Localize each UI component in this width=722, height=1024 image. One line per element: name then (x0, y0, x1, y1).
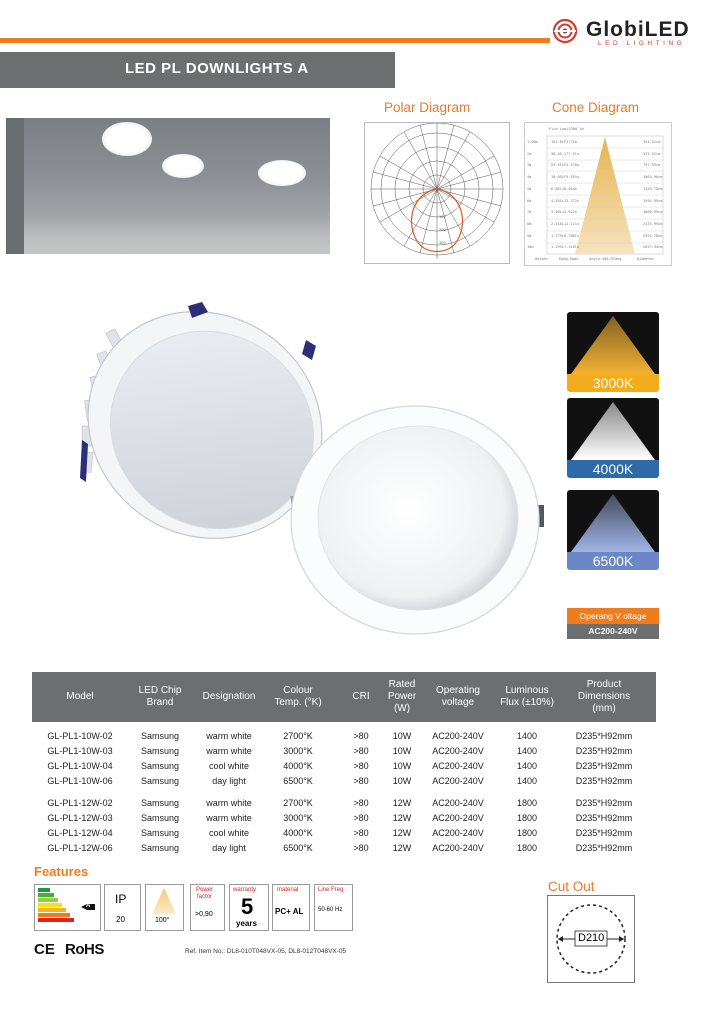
table-cell: 12W (392, 843, 412, 853)
cone-row-right: 1329.78cm (643, 186, 663, 191)
table-cell: Samsung (140, 761, 180, 771)
table-cell: D235*H92mm (575, 843, 633, 853)
brand-name: GlobiLED (586, 18, 690, 41)
table-cell: Samsung (140, 828, 180, 838)
table-cell: GL-PL1-12W-03 (47, 813, 113, 823)
cone-row-right: 1063.90cm (643, 175, 663, 180)
cut-out-title: Cut Out (548, 879, 595, 894)
cone-row-right: 531.92cm (643, 151, 661, 156)
table-cell: 4000°K (283, 828, 313, 838)
table-header-cell (265, 685, 331, 709)
table-cell: AC200-240V (432, 828, 484, 838)
table-header-line: Product (586, 679, 622, 690)
table-header-line: Designation (202, 691, 256, 702)
table-header-line: Power (387, 691, 417, 702)
table-cell: GL-PL1-10W-04 (47, 761, 113, 771)
table-cell: warm white (206, 731, 252, 741)
table-cell: 12W (392, 798, 412, 808)
cone-row-left: 3m (527, 163, 532, 168)
cone-row-mid: 2.316L12.121x (551, 221, 580, 226)
svg-text:100: 100 (439, 215, 446, 219)
table-cell: Samsung (140, 843, 180, 853)
table-header-cell (125, 685, 195, 709)
cone-row-right: 354.92cm (643, 140, 661, 144)
table-header-cell (555, 679, 653, 715)
table-cell: AC200-240V (432, 761, 484, 771)
table-cell: 12W (392, 813, 412, 823)
table-cell: >80 (353, 813, 369, 823)
table-cell: GL-PL1-10W-03 (47, 746, 113, 756)
table-cell: 2700°K (283, 798, 313, 808)
svg-text:200: 200 (439, 228, 446, 232)
table-row (32, 731, 656, 746)
table-cell: >80 (353, 761, 369, 771)
table-cell: warm white (206, 813, 252, 823)
material-label: material (277, 887, 299, 893)
table-cell: 10W (392, 746, 412, 756)
table-cell: cool white (208, 761, 250, 771)
table-cell: 12W (392, 828, 412, 838)
spec-table-header (32, 672, 656, 722)
table-header-line: (W) (393, 703, 411, 714)
cone-row-left: 10m (527, 245, 534, 250)
table-cell: GL-PL1-12W-02 (47, 798, 113, 808)
cct-label: 3000K (567, 374, 659, 392)
table-cell: Samsung (140, 746, 180, 756)
cone-diagram (524, 122, 672, 266)
cct-label: 4000K (567, 460, 659, 478)
table-header-line: Rated (388, 679, 416, 690)
cone-footer-ewdg: Ewdg.Emax (559, 257, 579, 261)
table-cell: >80 (353, 776, 369, 786)
table-cell: AC200-240V (432, 731, 484, 741)
table-row (32, 746, 656, 761)
cone-row-right: 797.93cm (643, 163, 661, 168)
cone-row-left: 5m (527, 186, 532, 191)
table-cell: D235*H92mm (575, 776, 633, 786)
table-header-line: Dimensions (577, 691, 631, 702)
features-title: Features (34, 864, 89, 879)
cone-row-left: 9m (527, 233, 532, 238)
globiled-logo-icon (552, 18, 584, 44)
cone-row-mid: 4.201L13.772x (551, 198, 580, 203)
table-header-cell (188, 691, 270, 703)
table-cell: D235*H92mm (575, 731, 633, 741)
table-cell: >80 (353, 843, 369, 853)
table-cell: >80 (353, 828, 369, 838)
operating-voltage-label: Operang V oltage (567, 608, 659, 624)
table-row (32, 798, 656, 813)
downlight-product-image (70, 290, 570, 650)
ref-item-numbers: Ref. Item No.: DL8-010T048VX-05, DL8-012T048VX-05 (185, 948, 347, 955)
table-cell: 6500°K (283, 776, 313, 786)
table-cell: Samsung (140, 813, 180, 823)
cct-swatch-4000k (567, 398, 659, 478)
table-cell: GL-PL1-12W-06 (47, 843, 113, 853)
table-cell: D235*H92mm (575, 761, 633, 771)
energy-label-badge (34, 884, 101, 931)
table-cell: D235*H92mm (575, 746, 633, 756)
cone-row-mid: 10.05LF9.655x (551, 175, 580, 180)
table-cell: 4000°K (283, 761, 313, 771)
table-cell: warm white (206, 798, 252, 808)
table-cell: D235*H92mm (575, 813, 633, 823)
table-cell: >80 (353, 731, 369, 741)
beam-angle-badge (145, 884, 184, 931)
ip-rating-badge (104, 884, 141, 931)
ceiling-installation-photo (6, 118, 330, 254)
cone-row-left: 2m (527, 151, 532, 156)
cone-row-right: 2657.94cm (643, 245, 663, 250)
line-frequency-badge (314, 884, 353, 931)
svg-text:300: 300 (439, 241, 446, 245)
table-cell: D235*H92mm (575, 798, 633, 808)
table-cell: AC200-240V (432, 746, 484, 756)
table-cell: >80 (353, 798, 369, 808)
table-cell: D235*H92mm (575, 828, 633, 838)
cone-row-right: 2125.99cm (643, 221, 663, 226)
cct-swatch-6500k (567, 490, 659, 570)
cone-row-left: 1.00m (527, 140, 538, 144)
ip-label: IP (115, 892, 127, 906)
table-cell: GL-PL1-12W-04 (47, 828, 113, 838)
cone-footer-height: Height (535, 257, 548, 261)
table-cell: 1400 (516, 731, 538, 741)
table-header-line: Temp. (°K) (274, 697, 322, 708)
table-header-line: Luminous (505, 685, 549, 696)
line-frequency-value: 50-60 Hz (318, 907, 343, 913)
table-cell: Samsung (140, 798, 180, 808)
table-header-cell (382, 679, 422, 715)
table-cell: 1400 (516, 746, 538, 756)
table-cell: 3000°K (283, 746, 313, 756)
rohs-mark: RoHS (65, 941, 104, 958)
polar-diagram (364, 122, 510, 264)
warranty-label: warranty (233, 887, 257, 893)
table-cell: AC200-240V (432, 776, 484, 786)
cct-label: 6500K (567, 552, 659, 570)
cut-out-dimension: D210 (578, 932, 605, 944)
cone-row-left: 6m (527, 198, 532, 203)
table-cell: 6500°K (283, 843, 313, 853)
table-cell: cool white (208, 828, 250, 838)
table-row (32, 761, 656, 776)
table-header-line: Colour (283, 685, 313, 696)
warranty-years-value: 5 (241, 894, 254, 919)
table-cell: 10W (392, 761, 412, 771)
table-cell: 1400 (516, 761, 538, 771)
cone-row-mid: 6.06L10.464x (551, 186, 577, 191)
brand-tagline: LED LIGHTING (598, 40, 686, 47)
cone-row-right: 1594.99cm (643, 198, 663, 203)
table-cell: 1400 (516, 776, 538, 786)
cct-swatch-3000k (567, 312, 659, 392)
table-header-line: (mm) (592, 703, 616, 714)
table-cell: 10W (392, 776, 412, 786)
cone-row-mid: 3.08L14.922x (551, 210, 577, 215)
table-cell: 10W (392, 731, 412, 741)
table-cell: 3000°K (283, 813, 313, 823)
cone-diagram-title: Cone Diagram (552, 100, 640, 115)
table-cell: 2700°K (283, 731, 313, 741)
cone-row-right: 1860.99cm (643, 210, 663, 215)
table-header-line: LED Chip (138, 685, 182, 696)
cone-row-left: 4m (527, 175, 532, 180)
beam-angle-icon (146, 885, 183, 915)
cone-row-left: 8m (527, 221, 532, 226)
page-title: LED PL DOWNLIGHTS A (125, 60, 309, 77)
power-factor-value: >0,90 (195, 911, 213, 918)
power-factor-badge (190, 884, 225, 931)
cone-footer-angle: Angle:100.97deg (589, 257, 622, 261)
table-header-line: voltage (441, 697, 475, 708)
table-header-cell (492, 685, 562, 709)
line-frequency-label: Line Freq (318, 887, 344, 893)
table-cell: Samsung (140, 776, 180, 786)
table-header-line: Operating (436, 685, 480, 696)
cone-row-mid: 29.01LF4.578x (551, 163, 580, 168)
table-header-line: Flux (±10%) (500, 697, 554, 708)
table-cell: GL-PL1-10W-06 (47, 776, 113, 786)
downlight-front-view (290, 406, 544, 634)
table-header-line: CRI (352, 691, 370, 702)
power-factor-label-2: factor (197, 894, 213, 900)
header-accent-line (0, 38, 550, 43)
table-cell: 1800 (516, 843, 538, 853)
beam-angle-value: 100° (155, 917, 170, 924)
table-row (32, 843, 656, 858)
table-cell: AC200-240V (432, 813, 484, 823)
table-row (32, 813, 656, 828)
table-cell: day light (212, 776, 246, 786)
cone-row-mid: 1.779L8.780lx (551, 233, 580, 238)
polar-diagram-title: Polar Diagram (384, 100, 471, 115)
warranty-unit: years (236, 919, 257, 928)
table-cell: >80 (353, 746, 369, 756)
table-cell: 1800 (516, 813, 538, 823)
cone-header: Flux Lum(1300 lm (549, 127, 584, 131)
table-cell: day light (212, 843, 246, 853)
operating-voltage-value: AC200-240V (567, 624, 659, 639)
ce-mark: CE (34, 941, 55, 958)
energy-class: A (86, 903, 91, 909)
material-badge (272, 884, 310, 931)
warranty-badge (229, 884, 269, 931)
table-cell: AC200-240V (432, 843, 484, 853)
power-factor-label: Power (196, 887, 214, 893)
cone-row-mid: 1.299L7.116lx (551, 245, 580, 250)
cone-row-mid: 38.05,177.5lx (551, 151, 580, 156)
table-cell: AC200-240V (432, 798, 484, 808)
table-cell: 1800 (516, 828, 538, 838)
cone-row-left: 7m (527, 210, 532, 215)
table-header-line: Brand (146, 697, 174, 708)
table-cell: 1800 (516, 798, 538, 808)
cone-row-mid: 151.6LFX,71b (551, 140, 577, 144)
table-header-cell (341, 691, 381, 703)
table-row (32, 828, 656, 843)
cone-row-right: 2391.78cm (643, 233, 663, 238)
table-cell: warm white (206, 746, 252, 756)
table-cell: Samsung (140, 731, 180, 741)
cone-footer-diameter: Diameter (637, 257, 655, 261)
table-row (32, 776, 656, 791)
table-header-line: Model (66, 691, 94, 702)
table-header-cell (35, 691, 125, 703)
table-cell: GL-PL1-10W-02 (47, 731, 113, 741)
cut-out-diagram (547, 895, 635, 983)
material-value: PC+ AL (275, 907, 304, 916)
ip-value: 20 (116, 915, 125, 924)
table-header-cell (418, 685, 498, 709)
